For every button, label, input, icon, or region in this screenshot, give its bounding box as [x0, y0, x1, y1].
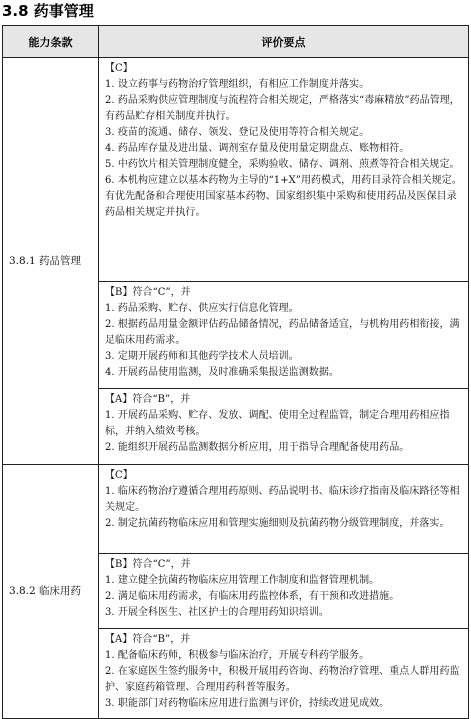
table-header-row [3, 26, 469, 58]
list-item: 2. 制定抗菌药物临床应用和管理实施细则及抗菌药物分级管理制度，并落实。 [105, 518, 450, 529]
list-item: 1. 临床药物治疗遵循合理用药原则、药品说明书、临床诊疗指南及临床路径等相关规定。 [105, 486, 460, 513]
list-item: 1. 药品采购、贮存、供应实行信息化管理。 [105, 303, 299, 314]
grade-heading: 【C】 [105, 63, 133, 74]
list-item: 1. 开展药品采购、贮存、发放、调配、使用全过程监管，制定合理用药相应指标，并纳入绩效考核。 [105, 410, 450, 437]
list-item: 2. 药品采购供应管理制度与流程符合相关规定，严格落实“毒麻精放”药品管理，有药品贮存相关制度并执行。 [105, 95, 460, 122]
grade-block-a [99, 629, 469, 719]
list-item: 4. 药品库存量及进出量、调剂室存量及使用量定期盘点、账物相符。 [105, 143, 410, 154]
list-item: 1. 设立药事与药物治疗管理组织，有相应工作制度并落实。 [105, 79, 370, 90]
list-item: 4. 开展药品使用监测，及时准确采集报送监测数据。 [105, 367, 339, 378]
list-item: 2. 在家庭医生签约服务中，积极开展用药咨询、药物治疗管理、重点人群用药监护、家庭药箱管理、合理用药科普等服务。 [105, 666, 460, 693]
grade-heading: 【B】符合“C”，并 [105, 559, 191, 570]
table-row [3, 58, 469, 282]
grade-heading: 【C】 [105, 470, 133, 481]
grade-block-b [99, 282, 469, 389]
table-row [3, 465, 469, 554]
grade-heading: 【A】符合“B”，并 [105, 394, 191, 405]
list-item: 1. 建立健全抗菌药物临床应用管理工作制度和监督管理机制。 [105, 575, 380, 586]
grade-heading: 【A】符合“B”，并 [105, 634, 191, 645]
clause-label-clinical-medication: 3.8.2 临床用药 [3, 465, 99, 719]
list-item: 2. 满足临床用药需求，有临床用药监控体系，有干预和改进措施。 [105, 591, 400, 602]
list-item: 5. 中药饮片相关管理制度健全，采购验收、储存、调剂、煎煮等符合相关规定。 [105, 159, 460, 170]
list-item: 3. 职能部门对药物临床应用进行监测与评价，持续改进见成效。 [105, 698, 390, 709]
list-item: 3. 开展全科医生、社区护士的合理用药知识培训。 [105, 607, 329, 618]
list-item: 3. 疫苗的流通、储存、领发、登记及使用等符合相关规定。 [105, 127, 370, 138]
list-item: 6. 本机构应建立以基本药物为主导的“1+X”用药模式，用药目录符合相关规定。有优先配备和合理使用国家基本药物、国家组织集中采购和使用药品及医保目录药品相关规定并执行。 [105, 175, 462, 218]
section-title: 3.8 药事管理 [2, 2, 94, 20]
clause-label-drug-management: 3.8.1 药品管理 [3, 58, 99, 465]
grade-block-a [99, 389, 469, 465]
list-item: 2. 根据药品用量金额评估药品储备情况，药品储备适宜，与机构用药相衔接，满足临床用药需求。 [105, 319, 460, 346]
header-ability-clause: 能力条款 [3, 26, 99, 58]
grade-block-b [99, 554, 469, 629]
grade-heading: 【B】符合“C”，并 [105, 287, 191, 298]
header-evaluation-points: 评价要点 [99, 26, 469, 58]
grade-block-c [99, 58, 469, 282]
evaluation-table [2, 25, 469, 719]
list-item: 3. 定期开展药师和其他药学技术人员培训。 [105, 351, 299, 362]
grade-block-c [99, 465, 469, 554]
list-item: 1. 配备临床药师，积极参与临床治疗，开展专科药学服务。 [105, 650, 370, 661]
list-item: 2. 能组织开展药品监测数据分析应用，用于指导合理配备使用药品。 [105, 442, 410, 453]
